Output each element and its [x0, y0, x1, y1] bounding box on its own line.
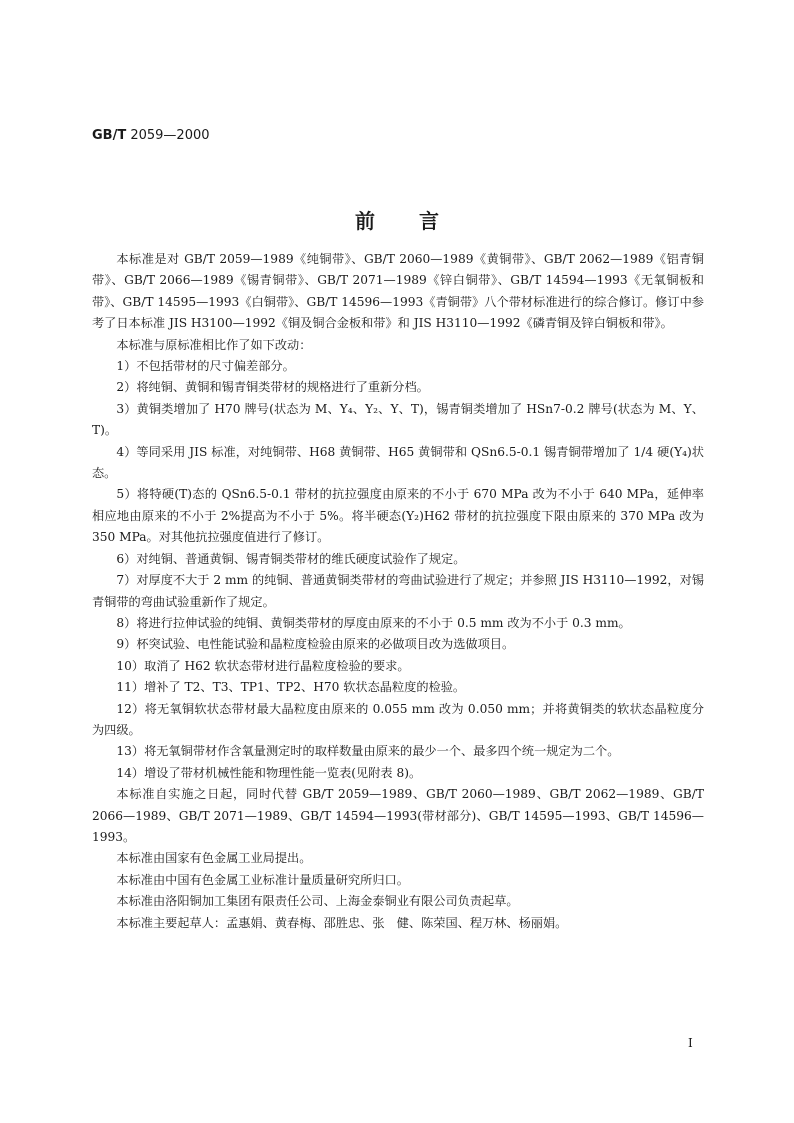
paragraph: 3）黄铜类增加了 H70 牌号(状态为 M、Y₄、Y₂、Y、T)，锡青铜类增加了 HSn7-0.2 牌号(状态为 M、Y、T)。	[92, 401, 704, 438]
paragraph: 1）不包括带材的尺寸偏差部分。	[116, 359, 295, 374]
foreword-body	[92, 249, 704, 934]
paragraph: 本标准自实施之日起，同时代替 GB/T 2059—1989、GB/T 2060—1989、GB/T 2062—1989、GB/T 2066—1989、GB/T 2071—1989、GB/T 14594—1993(带材部分)、GB/T 14595—1993、GB/T 14596—1993。	[92, 787, 704, 844]
paragraph: 本标准是对 GB/T 2059—1989《纯铜带》、GB/T 2060—1989《黄铜带》、GB/T 2062—1989《铝青铜带》、GB/T 2066—1989《锡青铜带》、GB/T 2071—1989《锌白铜带》、GB/T 14594—1993《无氧铜板和带》、GB/T 14595—1993《白铜带》、GB/T 14596—1993《青铜带》八个带材标准进行的综合修订。修订中参考了日本标准 JIS H3100—1992《铜及铜合金板和带》和 JIS H3110—1992《磷青铜及锌白铜板和带》。	[92, 252, 704, 331]
paragraph: 本标准与原标准相比作了如下改动：	[116, 337, 312, 352]
paragraph: 本标准主要起草人：孟惠娟、黄春梅、邵胜忠、张 健、陈荣国、程万林、杨丽娟。	[116, 915, 568, 930]
document-header	[92, 128, 210, 143]
paragraph: 12）将无氧铜软状态带材最大晶粒度由原来的 0.055 mm 改为 0.050 mm；并将黄铜类的软状态晶粒度分为四级。	[92, 701, 704, 737]
paragraph: 7）对厚度不大于 2 mm 的纯铜、普通黄铜类带材的弯曲试验进行了规定；并参照 JIS H3110—1992，对锡青铜带的弯曲试验重新作了规定。	[92, 573, 704, 609]
paragraph: 5）将特硬(T)态的 QSn6.5-0.1 带材的抗拉强度由原来的不小于 670 MPa 改为不小于 640 MPa，延伸率相应地由原来的不小于 2%提高为不小于 5%。将半硬态(Y₂)H62 带材的抗拉强度下限由原来的 370 MPa 改为 350 MPa。对其他抗拉强度值进行了修订。	[92, 487, 704, 545]
paragraph: 4）等同采用 JIS 标准，对纯铜带、H68 黄铜带、H65 黄铜带和 QSn6.5-0.1 锡青铜带增加了 1/4 硬(Y₄)状态。	[92, 444, 704, 481]
standard-number: 2059—2000	[130, 128, 210, 143]
paragraph: 6）对纯铜、普通黄铜、锡青铜类带材的维氏硬度试验作了规定。	[116, 551, 466, 566]
page-title: 前言	[355, 209, 483, 233]
paragraph: 本标准由中国有色金属工业标准计量质量研究所归口。	[116, 872, 409, 887]
paragraph: 13）将无氧铜带材作含氧量测定时的取样数量由原来的最少一个、最多四个统一规定为二个。	[116, 744, 620, 759]
paragraph: 10）取消了 H62 软状态带材进行晶粒度检验的要求。	[116, 658, 410, 673]
paragraph: 14）增设了带材机械性能和物理性能一览表(见附表 8)。	[116, 765, 422, 780]
paragraph: 8）将进行拉伸试验的纯铜、黄铜类带材的厚度由原来的不小于 0.5 mm 改为不小于 0.3 mm。	[116, 615, 631, 630]
paragraph: 11）增补了 T2、T3、TP1、TP2、H70 软状态晶粒度的检验。	[116, 680, 466, 695]
paragraph: 2）将纯铜、黄铜和锡青铜类带材的规格进行了重新分档。	[116, 380, 429, 395]
paragraph: 9）杯突试验、电性能试验和晶粒度检验由原来的必做项目改为选做项目。	[116, 637, 515, 652]
paragraph: 本标准由洛阳铜加工集团有限责任公司、上海金泰铜业有限公司负责起草。	[116, 894, 519, 909]
paragraph: 本标准由国家有色金属工业局提出。	[116, 851, 312, 866]
page-number: I	[688, 1036, 693, 1050]
standard-code: GB/T	[92, 128, 127, 143]
